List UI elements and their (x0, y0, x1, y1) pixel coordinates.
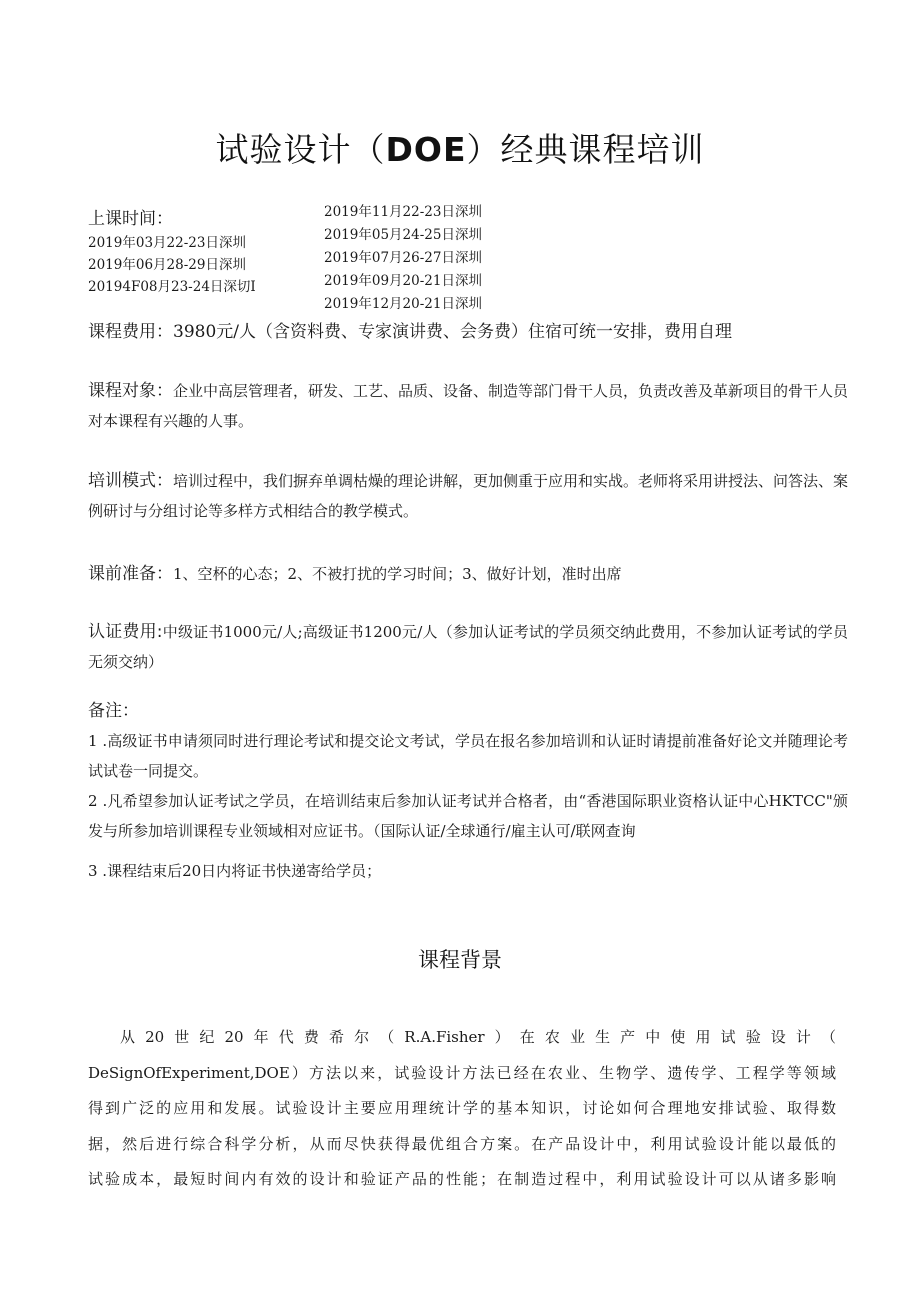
page-title (0, 124, 920, 171)
background-paragraph (88, 1020, 836, 1198)
schedule-date: 2019年12月20-21日深圳 (324, 296, 482, 312)
background-line: 从20世纪20年代费希尔（R.A.Fisher）在农业生产中使用试验设计（ (120, 1028, 836, 1046)
title-bold: DOE (385, 130, 467, 169)
audience-section (88, 376, 848, 436)
prep-text: 1、空杯的心态；2、不被打扰的学习时间；3、做好计划，准时出席 (173, 565, 622, 583)
title-prefix: 试验设计（ (215, 130, 386, 169)
fee-section (88, 317, 848, 347)
fee-label: 课程费用： (88, 322, 173, 342)
schedule-date: 2019年05月24-25日深圳 (324, 227, 482, 243)
schedule-label: 上课时间： (88, 209, 173, 229)
mode-label: 培训模式： (88, 471, 173, 491)
fee-text: 3980元/人（含资料费、专家演讲费、会务费）住宿可统一安排，费用自理 (173, 322, 732, 342)
schedule-date: 20194F08月23-24日深切I (88, 279, 256, 295)
background-heading: 课程背景 (418, 948, 502, 972)
background-line: 试验成本，最短时间内有效的设计和验证产品的性能；在制造过程中，利用试验设计可以从诸多影响 (88, 1170, 836, 1188)
schedule-date: 2019年11月22-23日深圳 (324, 204, 482, 220)
cert-section (88, 617, 848, 677)
background-line: DeSignOfExperiment,DOE）方法以来，试验设计方法已经在农业、生物学、遗传学、工程学等领域 (88, 1063, 836, 1082)
prep-label: 课前准备： (88, 564, 173, 584)
schedule-date: 2019年07月26-27日深圳 (324, 250, 482, 266)
schedule-right-column (324, 201, 482, 316)
note-item: 1 .高级证书申请须同时进行理论考试和提交论文考试，学员在报名参加培训和认证时请提前准备好论文并随理论考试试卷一同提交。 (88, 732, 848, 780)
title-suffix: ）经典课程培训 (466, 130, 705, 169)
audience-label: 课程对象： (88, 381, 173, 401)
schedule-date: 2019年06月28-29日深圳 (88, 257, 246, 273)
notes-label: 备注： (88, 701, 139, 721)
cert-label: 认证费用: (88, 622, 163, 642)
prep-section (88, 559, 848, 589)
mode-text: 培训过程中，我们摒弃单调枯燥的理论讲解，更加侧重于应用和实战。老师将采用讲授法、问答法、案例研讨与分组讨论等多样方式相结合的教学模式。 (88, 472, 849, 520)
note-item: 3 .课程结束后20日内将证书快递寄给学员； (88, 862, 382, 880)
schedule-date: 2019年09月20-21日深圳 (324, 273, 482, 289)
background-line: 据，然后进行综合科学分析，从而尽快获得最优组合方案。在产品设计中，利用试验设计能以最低的 (88, 1134, 836, 1153)
mode-section (88, 466, 848, 526)
audience-text: 企业中高层管理者，研发、工艺、品质、设备、制造等部门骨干人员，负责改善及革新项目的骨干人员对本课程有兴趣的人事。 (88, 382, 849, 430)
cert-text: 中级证书1000元/人;高级证书1200元/人（参加认证考试的学员须交纳此费用，不参加认证考试的学员无须交纳） (88, 623, 848, 671)
schedule-left-column (88, 232, 256, 298)
note-item: 2 .凡希望参加认证考试之学员，在培训结束后参加认证考试并合格者，由“香港国际职业资格认证中心HKTCC"颁发与所参加培训课程专业领域相对应证书。（国际认证/全球通行/雇主认可/联网查询 (88, 792, 848, 840)
schedule-date: 2019年03月22-23日深圳 (88, 235, 246, 251)
background-line: 得到广泛的应用和发展。试验设计主要应用理统计学的基本知识，讨论如何合理地安排试验、取得数 (88, 1099, 836, 1117)
notes-section (88, 696, 848, 886)
